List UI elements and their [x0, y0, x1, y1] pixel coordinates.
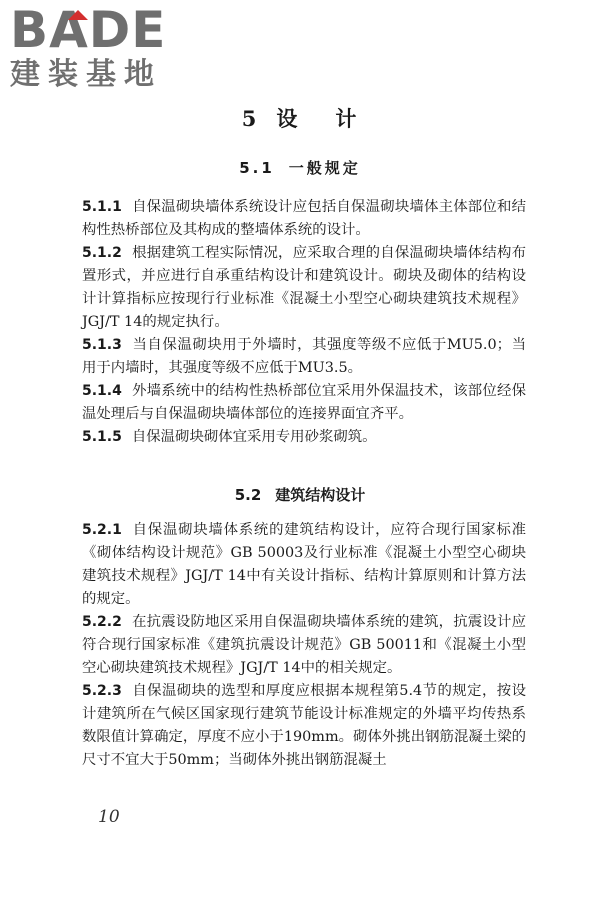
watermark-logo: [10, 1, 180, 92]
clause-text: 自保温砌块墙体系统的建筑结构设计，应符合现行国家标准《砌体结构设计规范》GB 50003及行业标准《混凝土小型空心砌块建筑技术规程》JGJ/T 14中有关设计指标、结构计算原则和计算方法的规定。: [82, 522, 526, 607]
clause-5-2-1: [82, 519, 526, 611]
clause-5-1-3: [82, 334, 526, 380]
clause-number: 5.1.3: [82, 337, 122, 353]
clause-number: 5.2.1: [82, 522, 122, 538]
chapter-title-char-1: 设: [276, 106, 300, 131]
section-number: 5.2: [234, 486, 262, 504]
clause-text: 自保温砌块墙体系统设计应包括自保温砌块墙体主体部位和结构性热桥部位及其构成的整墙体系统的设计。: [82, 199, 526, 238]
section-title-5-1: [0, 157, 600, 178]
logo-brand: BADE: [10, 1, 167, 59]
section-title-5-2: [0, 484, 600, 505]
clause-text: 外墙系统中的结构性热桥部位宜采用外保温技术，该部位经保温处理后与自保温砌块墙体部位的连接界面宜齐平。: [82, 383, 526, 422]
clause-number: 5.1.4: [82, 383, 122, 399]
clause-5-2-2: [82, 611, 526, 680]
chapter-number: 5: [241, 106, 259, 131]
chapter-title: [0, 103, 600, 133]
clause-number: 5.2.2: [82, 614, 122, 630]
clause-text: 当自保温砌块用于外墙时，其强度等级不应低于MU5.0；当用于内墙时，其强度等级不应低于MU3.5。: [82, 337, 526, 376]
logo-subtitle: 建装基地: [10, 57, 162, 92]
clause-text: 自保温砌块砌体宜采用专用砂浆砌筑。: [131, 429, 377, 445]
section-heading: 建筑结构设计: [275, 486, 366, 504]
clause-5-1-5: [82, 426, 526, 449]
clause-text: 根据建筑工程实际情况，应采取合理的自保温砌块墙体结构布置形式，并应进行自承重结构设计和建筑设计。砌块及砌体的结构设计计算指标应按现行行业标准《混凝土小型空心砌块建筑技术规程》JGJ/T 14的规定执行。: [82, 245, 526, 330]
section-number: 5.1: [239, 159, 275, 177]
section-5-1-clauses: [82, 196, 526, 449]
section-heading: 一般规定: [288, 159, 361, 177]
clause-number: 5.1.5: [82, 429, 122, 445]
section-5-2-clauses: [82, 519, 526, 772]
clause-text: 自保温砌块的选型和厚度应根据本规程第5.4节的规定，按设计建筑所在气候区国家现行建筑节能设计标准规定的外墙平均传热系数限值计算确定，厚度不应小于190mm。砌体外挑出钢筋混凝土梁的尺寸不宜大于50mm；当砌体外挑出钢筋混凝土: [82, 683, 526, 768]
clause-5-1-4: [82, 380, 526, 426]
page-number: 10: [98, 807, 120, 827]
clause-text: 在抗震设防地区采用自保温砌块墙体系统的建筑，抗震设计应符合现行国家标准《建筑抗震设计规范》GB 50011和《混凝土小型空心砌块建筑技术规程》JGJ/T 14中的相关规定。: [82, 614, 526, 676]
logo-accent-mark: [68, 10, 88, 20]
clause-5-2-3: [82, 680, 526, 772]
clause-5-1-1: [82, 196, 526, 242]
clause-number: 5.1.1: [82, 199, 122, 215]
clause-5-1-2: [82, 242, 526, 334]
clause-number: 5.2.3: [82, 683, 122, 699]
clause-number: 5.1.2: [82, 245, 122, 261]
chapter-title-char-2: 计: [335, 106, 359, 131]
